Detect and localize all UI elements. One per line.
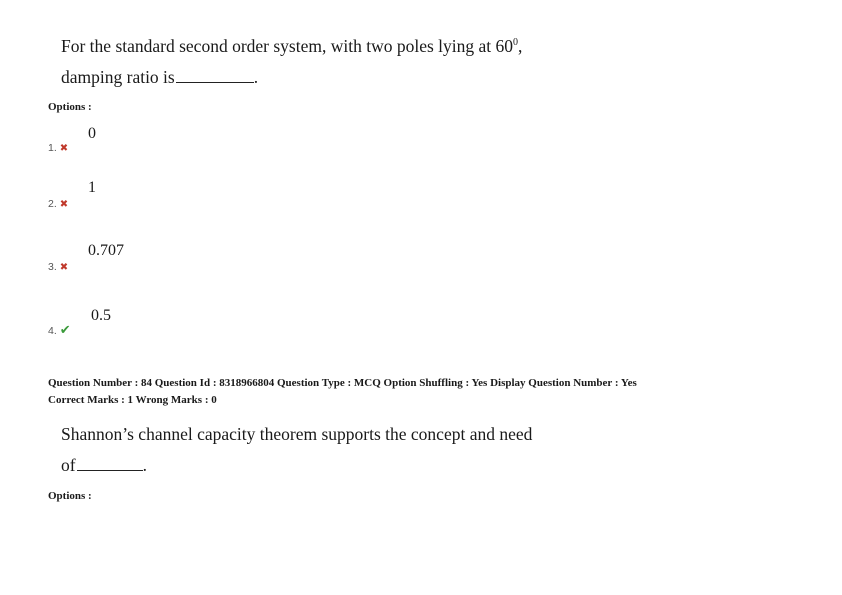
option-4-number: 4. ✔ — [48, 322, 71, 337]
cross-icon: ✖ — [59, 262, 69, 273]
options-label: Options : — [48, 101, 92, 113]
option-2-value: 1 — [88, 179, 96, 196]
option-2-number: 2. ✖ — [48, 198, 69, 210]
check-icon: ✔ — [59, 322, 71, 337]
option-3-value: 0.707 — [88, 242, 124, 259]
option-1-value: 0 — [88, 125, 96, 142]
cross-icon: ✖ — [59, 143, 69, 154]
question-2-line-1: Shannon’s channel capacity theorem supports the concept and need — [61, 424, 533, 444]
question-1-line-2: damping ratio is . — [61, 67, 259, 87]
answer-blank — [77, 469, 143, 471]
answer-blank — [176, 81, 254, 83]
option-1-number: 1. ✖ — [48, 142, 69, 154]
option-4-value: 0.5 — [91, 307, 111, 324]
question-1-line-1: For the standard second order system, with two poles lying at $60^0$, — [61, 36, 523, 56]
option-3-number: 3. ✖ — [48, 261, 69, 273]
question-2-line-2: of . — [61, 455, 147, 475]
question-meta-line-2: Correct Marks : 1 Wrong Marks : 0 — [48, 394, 217, 406]
options-label-2: Options : — [48, 490, 92, 502]
cross-icon: ✖ — [59, 199, 69, 210]
question-meta-line-1: Question Number : 84 Question Id : 8318966804 Question Type : MCQ Option Shuffling : Yes Display Question Number : Yes — [48, 377, 637, 389]
